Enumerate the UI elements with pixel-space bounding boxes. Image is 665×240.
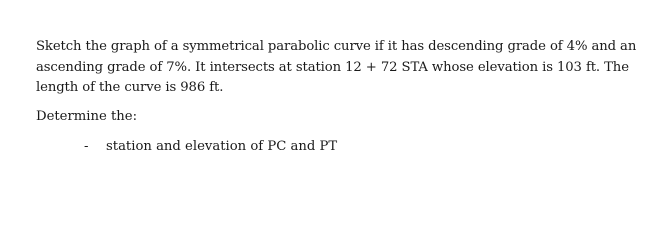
determine-heading: Determine the: <box>36 109 138 124</box>
problem-line: Sketch the graph of a symmetrical parabolic curve if it has descending grade of 4% and an <box>36 39 637 54</box>
bullet-dash: - <box>84 139 89 154</box>
problem-line: ascending grade of 7%. It intersects at station 12 + 72 STA whose elevation is 103 ft. The <box>36 59 629 75</box>
list-item-text: station and elevation of PC and PT <box>106 139 338 154</box>
problem-line: length of the curve is 986 ft. <box>36 80 224 95</box>
problem-statement <box>36 37 646 99</box>
